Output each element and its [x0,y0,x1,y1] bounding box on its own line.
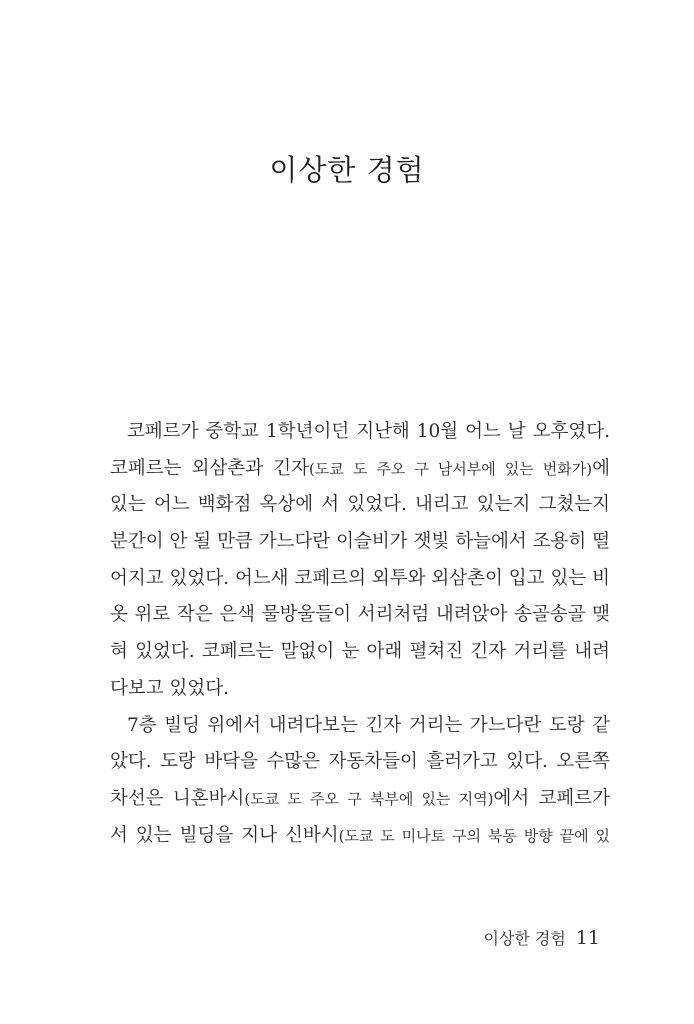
annotation-note: (도쿄 도 주오 구 남서부에 있는 번화가) [308,459,593,478]
text-line: 분간이 안 될 만큼 가느다란 이슬비가 잿빛 하늘에서 조용히 떨 [110,531,610,553]
text-line: 7층 빌딩 위에서 내려다보는 긴자 거리는 가느다란 도랑 같 [127,714,610,736]
annotation-note: (도쿄 도 미나토 구의 북동 방향 끝에 있 [338,826,610,845]
text-line: 옷 위로 작은 은색 물방울들이 서리처럼 내려앉아 송골송골 맺 [110,604,610,626]
text-line: 다보고 있었다. [110,677,229,699]
text-line [110,451,610,488]
text-line: 혀 있었다. 코페르는 말없이 눈 아래 펼쳐진 긴자 거리를 내려 [110,641,610,663]
text-segment: 서 있는 빌딩을 지나 신바시 [110,824,339,846]
page-footer [483,926,600,949]
text-segment: 에서 코페르가 [493,787,611,809]
text-line: 있는 어느 백화점 옥상에 서 있었다. 내리고 있는지 그쳤는지 [110,494,610,516]
body-text [110,414,610,854]
text-segment: 에 [592,457,610,479]
chapter-title: 이상한 경험 [269,153,425,187]
text-segment: 차선은 니혼바시 [110,787,245,809]
page-number: 11 [575,927,600,949]
text-line [110,818,610,855]
text-line [110,781,610,818]
text-line: 았다. 도랑 바닥을 수많은 자동차들이 흘러가고 있다. 오른쪽 [110,751,610,773]
annotation-note: (도쿄 도 주오 구 북부에 있는 지역) [244,789,494,808]
running-title: 이상한 경험 [483,929,566,948]
text-segment: 코페르는 외삼촌과 긴자 [110,457,309,479]
text-line: 어지고 있었다. 어느새 코페르의 외투와 외삼촌이 입고 있는 비 [110,567,610,589]
text-line: 코페르가 중학교 1학년이던 지난해 10월 어느 날 오후였다. [127,421,610,442]
